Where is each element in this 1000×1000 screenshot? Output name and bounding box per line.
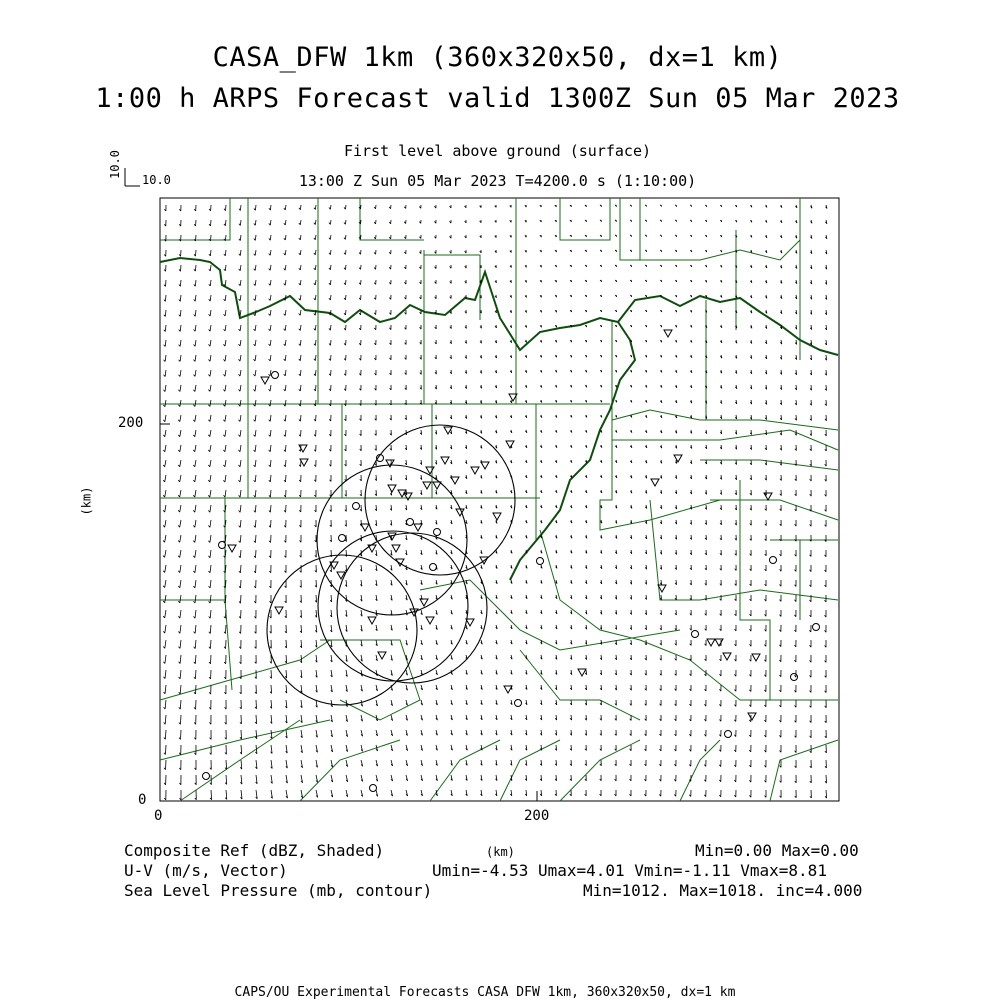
main-title: CASA_DFW 1km (360x320x50, dx=1 km)	[212, 42, 783, 73]
station-circle	[791, 674, 798, 681]
station-circle	[692, 631, 699, 638]
station-circle	[219, 542, 226, 549]
station-triangle	[715, 639, 723, 646]
station-triangle	[275, 607, 283, 614]
legend-reflectivity: Composite Ref (dBZ, Shaded)	[124, 841, 385, 860]
station-triangle	[433, 482, 441, 489]
station-triangle	[426, 617, 434, 624]
y-tick-0: 0	[138, 792, 147, 808]
station-markers	[203, 330, 820, 792]
station-triangle	[651, 479, 659, 486]
vector-key-horizontal-label: 10.0	[142, 173, 171, 187]
station-triangle	[368, 617, 376, 624]
station-circle	[353, 503, 360, 510]
station-triangle	[471, 467, 479, 474]
station-triangle	[493, 513, 501, 520]
station-triangle	[441, 457, 449, 464]
y-axis-label: (km)	[79, 486, 94, 516]
station-circle	[272, 372, 279, 379]
station-triangle	[261, 377, 269, 384]
legend-wind: U-V (m/s, Vector)	[124, 861, 288, 880]
county-borders	[160, 198, 838, 801]
station-triangle	[504, 686, 512, 693]
station-triangle	[578, 669, 586, 676]
footer-credit: CAPS/OU Experimental Forecasts CASA DFW 1km, 360x320x50, dx=1 km	[234, 985, 736, 1000]
legend-pressure-stats: Min=1012. Max=1018. inc=4.000	[583, 881, 863, 900]
legend-reflectivity-stats: Min=0.00 Max=0.00	[695, 841, 859, 860]
station-triangle	[392, 545, 400, 552]
station-triangle	[361, 524, 369, 531]
x-tick-0: 0	[154, 808, 163, 824]
station-circle	[434, 529, 441, 536]
wind-vectors	[163, 205, 827, 800]
forecast-title: 1:00 h ARPS Forecast valid 1300Z Sun 05 Mar 2023	[95, 83, 900, 114]
station-triangle	[674, 455, 682, 462]
station-triangle	[420, 599, 428, 606]
station-circle	[770, 557, 777, 564]
radar-ring	[318, 531, 468, 681]
vector-key-vertical-label: 10.0	[108, 150, 122, 179]
level-subtitle: First level above ground (surface)	[343, 142, 652, 160]
station-triangle	[228, 545, 236, 552]
station-circle	[430, 564, 437, 571]
station-triangle	[752, 654, 760, 661]
station-circle	[725, 731, 732, 738]
station-triangle	[423, 482, 431, 489]
station-circle	[407, 519, 414, 526]
vector-key	[125, 168, 140, 186]
station-circle	[813, 624, 820, 631]
y-tick-200: 200	[118, 415, 144, 431]
station-circle	[515, 700, 522, 707]
station-triangle	[404, 493, 412, 500]
time-subtitle: 13:00 Z Sun 05 Mar 2023 T=4200.0 s (1:10:00)	[298, 172, 697, 190]
station-circle	[370, 785, 377, 792]
legend-pressure: Sea Level Pressure (mb, contour)	[124, 881, 433, 900]
station-triangle	[707, 639, 715, 646]
station-triangle	[388, 485, 396, 492]
station-triangle	[378, 652, 386, 659]
x-tick-200: 200	[524, 808, 550, 824]
station-circle	[339, 535, 346, 542]
station-triangle	[748, 713, 756, 720]
station-triangle	[723, 653, 731, 660]
station-triangle	[506, 441, 514, 448]
station-triangle	[451, 477, 459, 484]
legend-unit: (km)	[486, 845, 515, 859]
station-triangle	[414, 524, 422, 531]
station-triangle	[664, 330, 672, 337]
station-circle	[203, 773, 210, 780]
legend-wind-stats: Umin=-4.53 Umax=4.01 Vmin=-1.11 Vmax=8.81	[432, 861, 827, 880]
station-triangle	[426, 467, 434, 474]
station-circle	[537, 558, 544, 565]
radar-ring	[365, 425, 515, 575]
